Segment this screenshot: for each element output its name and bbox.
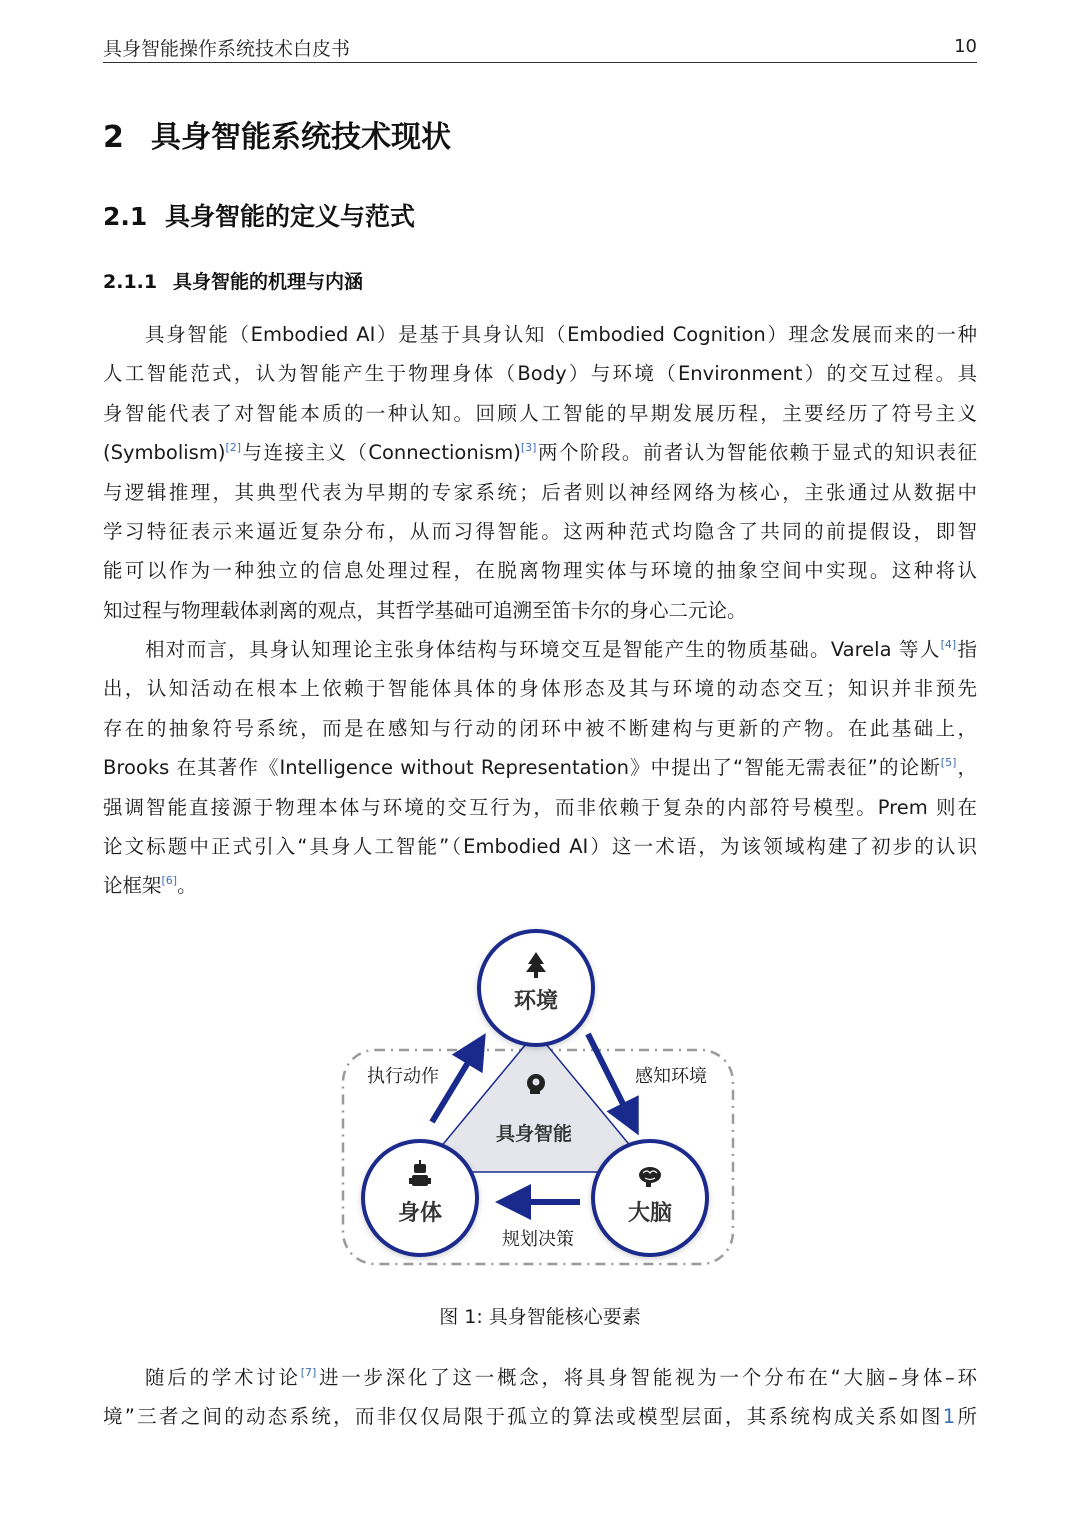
citation-link[interactable]: [4]: [940, 638, 957, 651]
paragraph-line: [103, 866, 977, 905]
section-heading: [103, 112, 451, 156]
subsubsection-number: 2.1.1: [103, 271, 158, 293]
page-number: 10: [954, 36, 977, 57]
paragraph-line: 与逻辑推理，其典型代表为早期的专家系统；后者则以神经网络为核心，主张通过从数据中: [103, 480, 977, 504]
header-title: 具身智能操作系统技术白皮书: [103, 38, 351, 60]
line-text: 论框架: [103, 874, 162, 898]
line-text: ，: [956, 756, 977, 780]
citation-link[interactable]: [2]: [225, 441, 242, 455]
paragraph-line: 论文标题中正式引入“具身人工智能”（Embodied AI）这一术语，为该领域构建了初步的认识: [103, 834, 977, 858]
paragraph-2: [103, 630, 977, 906]
paragraph-3: [103, 1358, 977, 1437]
subsubsection-heading: [103, 267, 363, 294]
subsubsection-title: 具身智能的机理与内涵: [173, 271, 364, 293]
citation-link[interactable]: [6]: [161, 874, 178, 888]
paragraph-line: 知过程与物理载体剥离的观点，其哲学基础可追溯至笛卡尔的身心二元论。: [103, 598, 747, 622]
line-text: 境”三者之间的动态系统，而非仅仅局限于孤立的算法或模型层面，其系统构成关系如图: [103, 1405, 943, 1429]
node-environment: [479, 931, 593, 1045]
page-header: [103, 32, 977, 63]
center-label: 具身智能: [495, 1123, 573, 1145]
line-text: Brooks 在其著作《Intelligence without Representation》中提出了“智能无需表征”的论断: [103, 756, 941, 780]
paragraph-line: 人工智能范式，认为智能产生于物理身体（Body）与环境（Environment）的交互过程。具: [103, 362, 977, 386]
line-text: 进一步深化了这一概念，将具身智能视为一个分布在“大脑–身体–环: [316, 1366, 977, 1389]
node-body: [363, 1141, 477, 1255]
edge-label-plan: 规划决策: [502, 1229, 574, 1250]
paragraph-line: 能可以作为一种独立的信息处理过程，在脱离物理实体与环境的抽象空间中实现。这种将认: [103, 559, 977, 583]
subsection-heading: [103, 197, 415, 233]
citation-link[interactable]: [7]: [300, 1366, 317, 1379]
line-text: 指: [956, 638, 977, 661]
paragraph-line: 出，认知活动在根本上依赖于智能体具体的身体形态及其与环境的动态交互；知识并非预先: [103, 677, 977, 701]
section-title: 具身智能系统技术现状: [151, 120, 451, 155]
line-text: 两个阶段。前者认为智能依赖于显式的知识表征: [536, 441, 977, 465]
node-label-environment: 环境: [513, 989, 559, 1014]
paragraph-1: [103, 315, 977, 630]
paragraph-line: [103, 748, 977, 787]
paragraph-line: 存在的抽象符号系统，而是在感知与行动的闭环中被不断建构与更新的产物。在此基础上，: [103, 716, 977, 740]
paragraph-line: [103, 630, 977, 669]
paragraph-line: [103, 1397, 977, 1436]
subsection-title: 具身智能的定义与范式: [165, 202, 416, 231]
paragraph-line: 强调智能直接源于物理本体与环境的交互行为，而非依赖于复杂的内部符号模型。Prem 则在: [103, 795, 977, 819]
citation-link[interactable]: [3]: [520, 441, 537, 455]
paragraph-line: 具身智能（Embodied AI）是基于具身认知（Embodied Cognition）理念发展而来的一种: [145, 323, 977, 346]
citation-link[interactable]: [5]: [940, 756, 957, 770]
figure-caption: 图 1: 具身智能核心要素: [439, 1306, 641, 1328]
figure-reference-link[interactable]: 1: [942, 1405, 956, 1429]
paragraph-line: 身智能代表了对智能本质的一种认知。回顾人工智能的早期发展历程，主要经历了符号主义: [103, 401, 977, 425]
paragraph-line: [103, 1358, 977, 1397]
paragraph-line: 学习特征表示来逼近复杂分布，从而习得智能。这两种范式均隐含了共同的前提假设，即智: [103, 519, 977, 543]
line-text: 。: [177, 874, 197, 898]
line-text: 与连接主义（Connectionism): [241, 441, 521, 465]
figure-embodied-ai: [330, 922, 750, 1282]
node-label-body: 身体: [397, 1201, 443, 1226]
edge-label-perceive: 感知环境: [635, 1066, 707, 1087]
edge-label-act: 执行动作: [367, 1066, 439, 1087]
node-label-brain: 大脑: [627, 1201, 673, 1226]
line-text: 相对而言，具身认知理论主张身体结构与环境交互是智能产生的物质基础。Varela 等人: [145, 638, 941, 661]
line-text: (Symbolism): [103, 441, 226, 465]
paragraph-line: [103, 433, 977, 472]
node-brain: [593, 1141, 707, 1255]
subsection-number: 2.1: [103, 202, 148, 231]
section-number: 2: [103, 120, 124, 155]
figure-diagram: [330, 922, 750, 1282]
line-text: 随后的学术讨论: [145, 1366, 301, 1389]
line-text: 所: [955, 1405, 977, 1429]
